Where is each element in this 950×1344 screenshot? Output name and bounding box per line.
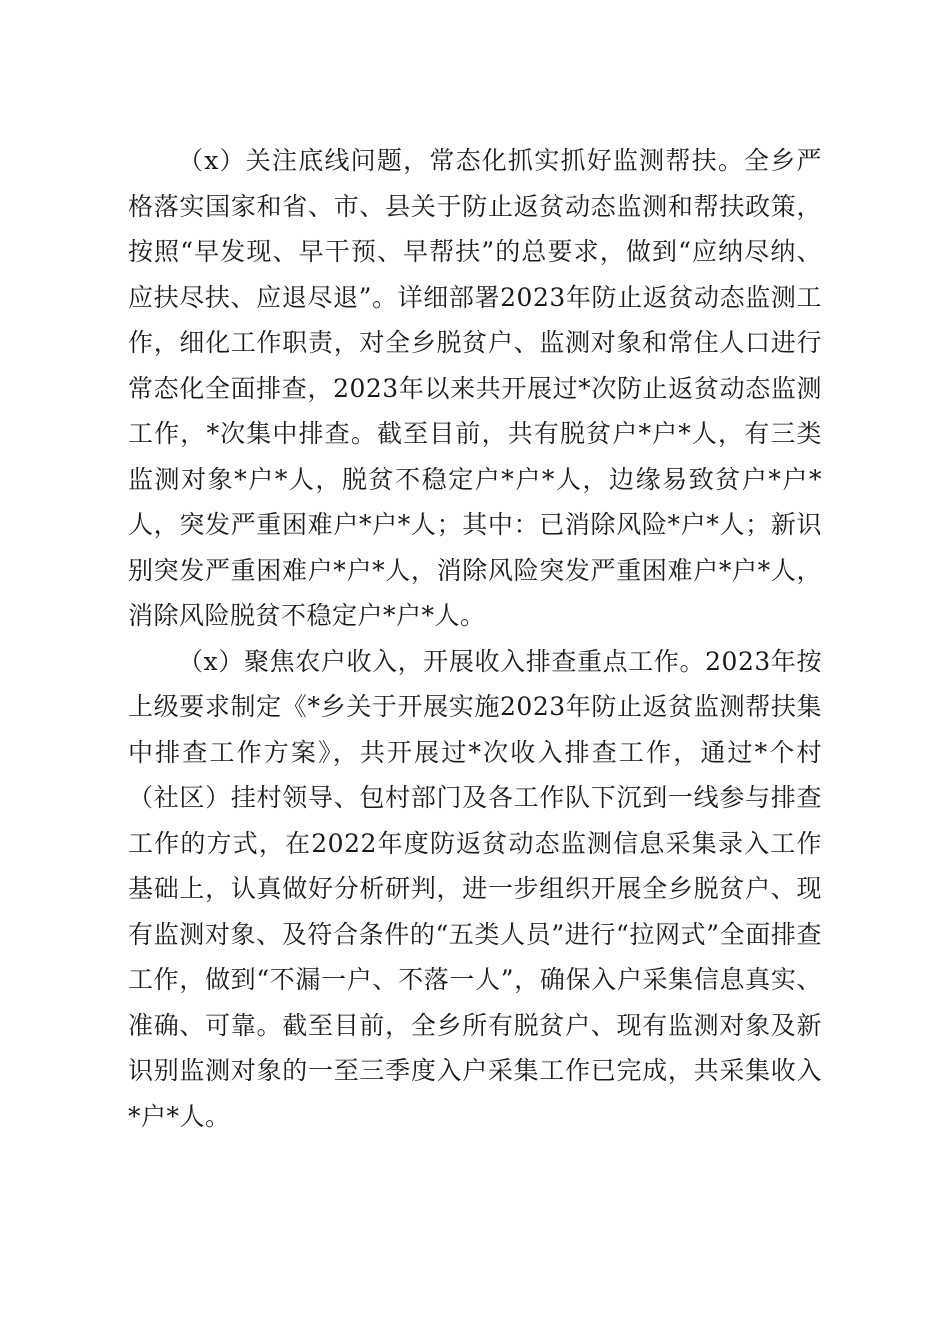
- paragraph-monitoring-assistance: （x）关注底线问题，常态化抓实抓好监测帮扶。全乡严格落实国家和省、市、县关于防止返贫动态监测和帮扶政策，按照“早发现、早干预、早帮扶”的总要求，做到“应纳尽纳、应扶尽扶、应退尽退”。详细部署2023年防止返贫动态监测工作，细化工作职责，对全乡脱贫户、监测对象和常住人口进行常态化全面排查，2023年以来共开展过*次防止返贫动态监测工作，*次集中排查。截至目前，共有脱贫户*户*人，有三类监测对象*户*人，脱贫不稳定户*户*人，边缘易致贫户*户*人，突发严重困难户*户*人；其中：已消除风险*户*人；新识别突发严重困难户*户*人，消除风险突发严重困难户*户*人，消除风险脱贫不稳定户*户*人。: [128, 146, 822, 630]
- paragraph-income-investigation: （x）聚焦农户收入，开展收入排查重点工作。2023年按上级要求制定《*乡关于开展实施2023年防止返贫监测帮扶集中排查工作方案》，共开展过*次收入排查工作，通过*个村（社区）挂村领导、包村部门及各工作队下沉到一线参与排查工作的方式，在2022年度防返贫动态监测信息采集录入工作基础上，认真做好分析研判，进一步组织开展全乡脱贫户、现有监测对象、及符合条件的“五类人员”进行“拉网式”全面排查工作，做到“不漏一户、不落一人”，确保入户采集信息真实、准确、可靠。截至目前，全乡所有脱贫户、现有监测对象及新识别监测对象的一至三季度入户采集工作已完成，共采集收入*户*人。: [128, 646, 822, 1131]
- document-body: [128, 138, 822, 1139]
